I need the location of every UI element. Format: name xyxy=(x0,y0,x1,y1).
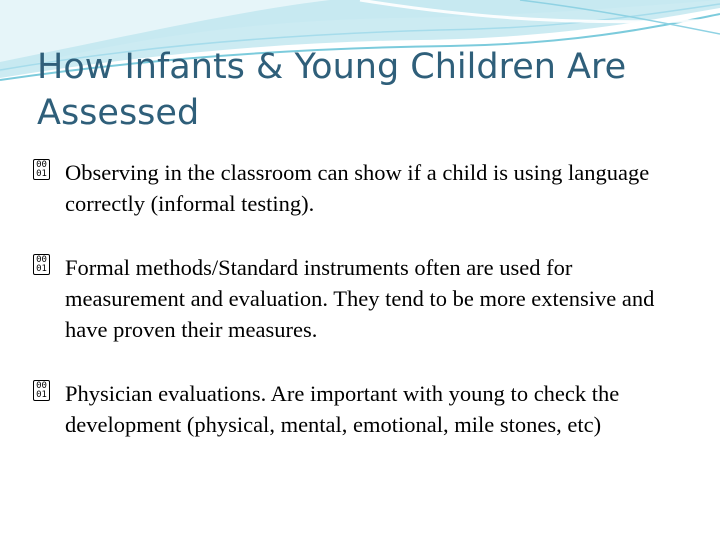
bullet-text: Observing in the classroom can show if a child is using language correctly (informal testing). xyxy=(65,160,650,216)
bullet-text: Physician evaluations. Are important with young to check the development (physical, mental, emotional, mile stones, etc) xyxy=(65,381,620,437)
bullet-item xyxy=(33,157,683,219)
missing-glyph-icon: 00 01 xyxy=(33,380,50,401)
missing-glyph-icon: 00 01 xyxy=(33,254,50,275)
bullet-text: Formal methods/Standard instruments often are used for measurement and evaluation. They tend to be more extensive and have proven their measures. xyxy=(65,255,655,342)
slide-title: How Infants & Young Children Are Assessed xyxy=(37,47,627,133)
bullet-item xyxy=(33,252,683,345)
missing-glyph-icon: 00 01 xyxy=(33,159,50,180)
bullet-list xyxy=(33,157,683,473)
bullet-item xyxy=(33,378,683,440)
